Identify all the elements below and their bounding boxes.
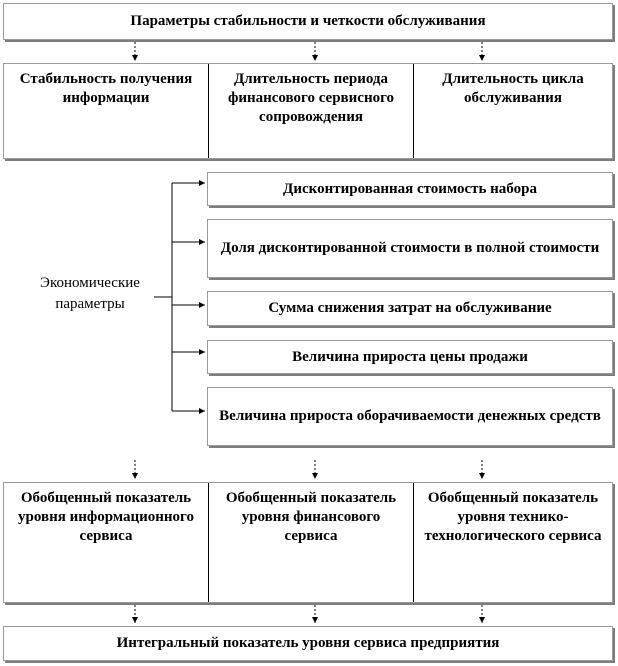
turnover-growth-label: Величина прироста оборачиваемости денежных средств	[219, 408, 601, 424]
stability-parameters-box	[3, 3, 613, 40]
integral-indicator-box	[3, 626, 613, 661]
service-cycle-cell	[413, 64, 612, 158]
economic-item-turnover-growth	[207, 387, 613, 446]
stability-row	[3, 63, 613, 159]
generalized-indicators-row	[3, 482, 613, 603]
info-stability-cell	[4, 64, 208, 158]
price-growth-label: Величина прироста цены продажи	[292, 348, 528, 365]
financial-period-label: Длительность периода финансового сервисного сопровождения	[227, 71, 395, 125]
discounted-share-label: Доля дисконтированной стоимости в полной стоимости	[220, 240, 600, 256]
service-cycle-label: Длительность цикла обслуживания	[442, 71, 584, 106]
integral-indicator-title: Интегральный показатель уровня сервиса предприятия	[116, 635, 500, 651]
tech-service-label: Обобщенный показатель уровня технико-технологического сервиса	[424, 490, 602, 544]
discounted-cost-label: Дисконтированная стоимость набора	[283, 180, 537, 197]
info-service-label: Обобщенный показатель уровня информационного сервиса	[18, 490, 194, 544]
economic-item-cost-reduction	[207, 291, 613, 326]
stability-parameters-title: Параметры стабильности и четкости обслуживания	[130, 13, 486, 29]
financial-service-cell	[208, 483, 413, 602]
financial-service-label: Обобщенный показатель уровня финансового сервиса	[225, 490, 397, 544]
tech-service-cell	[413, 483, 612, 602]
economic-item-price-growth	[207, 340, 613, 374]
info-service-cell	[4, 483, 208, 602]
economic-item-discounted-cost	[207, 172, 613, 206]
financial-period-cell	[208, 64, 413, 158]
cost-reduction-label: Сумма снижения затрат на обслуживание	[268, 300, 552, 316]
info-stability-label: Стабильность получения информации	[19, 71, 193, 106]
economic-parameters-label: Экономические параметры	[40, 275, 140, 312]
economic-item-discounted-share	[207, 219, 613, 278]
